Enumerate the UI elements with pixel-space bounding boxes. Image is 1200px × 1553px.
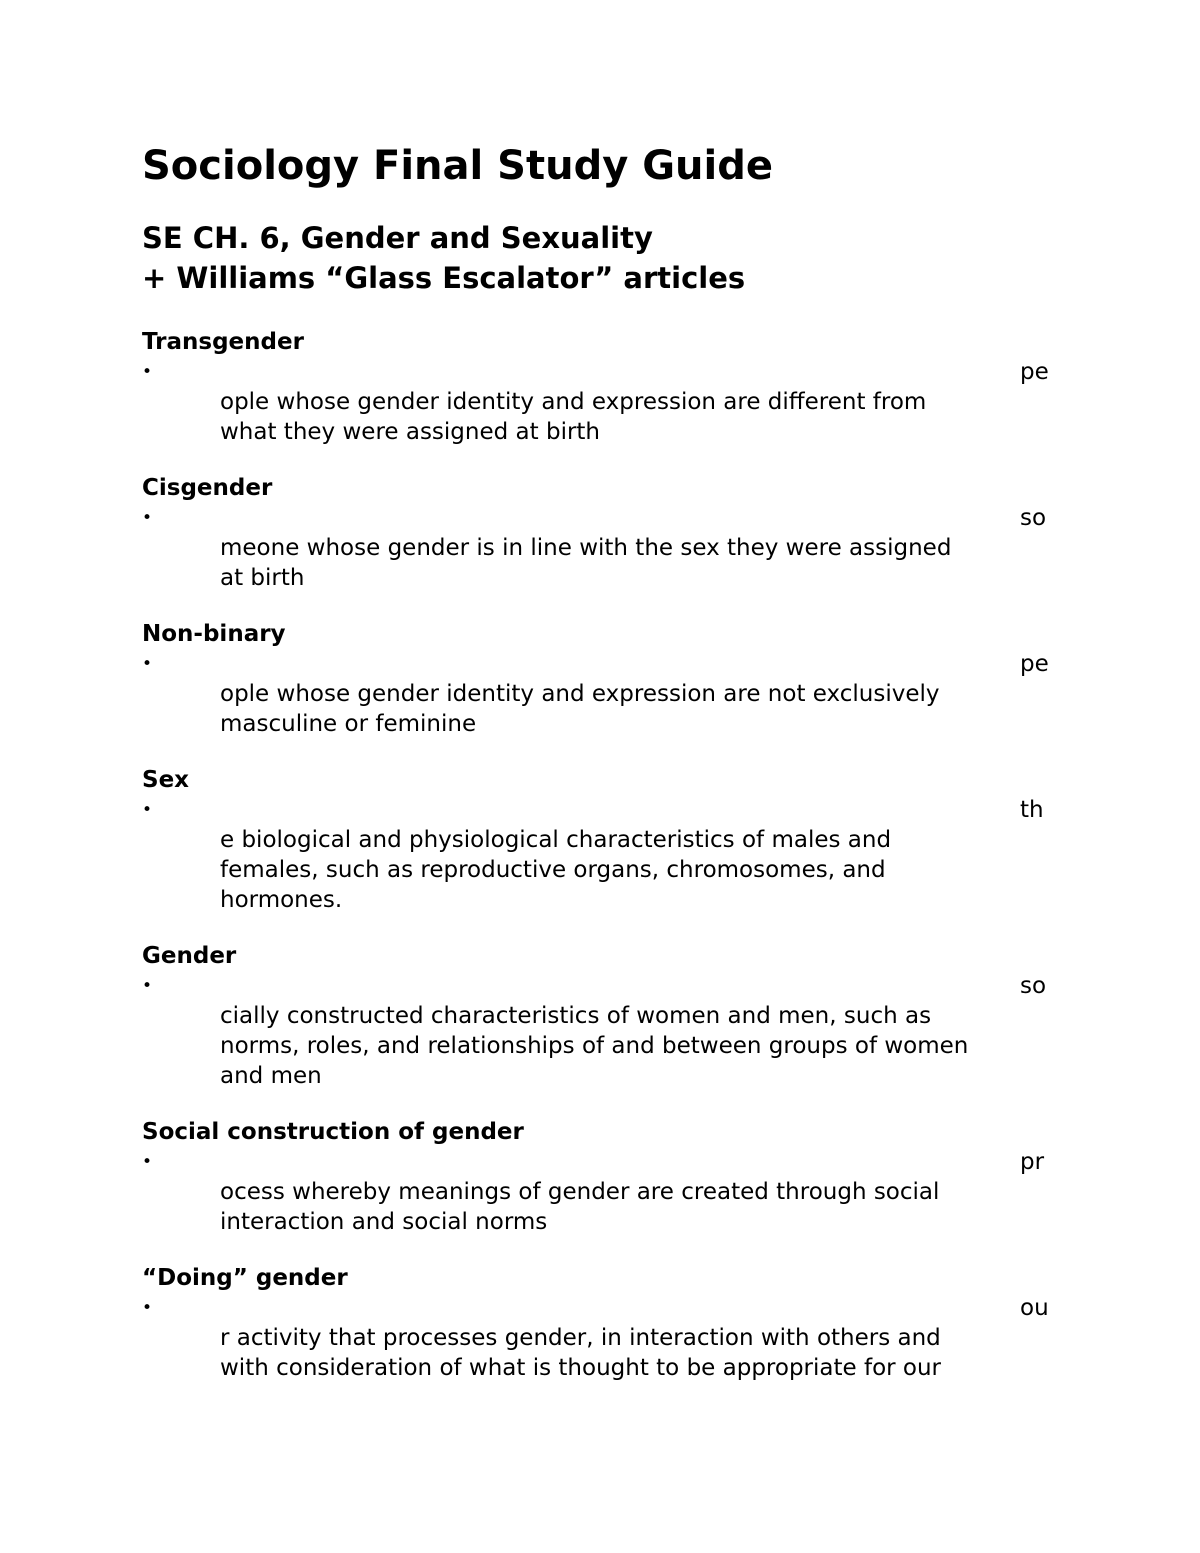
definition-line: at birth: [220, 565, 305, 591]
subtitle-line: + Williams “Glass Escalator” articles: [142, 261, 746, 295]
definition-text: [220, 1001, 1060, 1091]
term-entry: [142, 1263, 1062, 1383]
bullet-line: [142, 971, 1062, 1001]
definition-text: [220, 679, 1060, 739]
term-list: [142, 327, 1062, 1383]
term-name: Transgender: [142, 329, 304, 355]
definition-line: meone whose gender is in line with the sex they were assigned: [220, 535, 952, 561]
definition-fragment: so: [1020, 973, 1047, 999]
definition-line: what they were assigned at birth: [220, 419, 601, 445]
definition-line: ople whose gender identity and expression are different from: [220, 389, 927, 415]
term-name: Cisgender: [142, 475, 273, 501]
definition-line: cially constructed characteristics of women and men, such as: [220, 1003, 932, 1029]
bullet-icon: •: [142, 1152, 153, 1172]
bullet-icon: •: [142, 362, 153, 382]
term-entry: [142, 473, 1062, 593]
definition-fragment: ou: [1020, 1295, 1049, 1321]
term-definition: [142, 357, 1062, 447]
definition-fragment: th: [1020, 797, 1044, 823]
term-name: Sex: [142, 767, 189, 793]
definition-fragment: pe: [1020, 359, 1049, 385]
term-entry: [142, 619, 1062, 739]
definition-line: ocess whereby meanings of gender are created through social: [220, 1179, 940, 1205]
bullet-line: [142, 649, 1062, 679]
term-name: Gender: [142, 943, 237, 969]
term-definition: [142, 971, 1062, 1091]
definition-line: hormones.: [220, 887, 343, 913]
definition-fragment: pe: [1020, 651, 1049, 677]
definition-fragment: pr: [1020, 1149, 1045, 1175]
definition-fragment: so: [1020, 505, 1047, 531]
definition-text: [220, 825, 1060, 915]
bullet-icon: •: [142, 976, 153, 996]
definition-line: females, such as reproductive organs, chromosomes, and: [220, 857, 886, 883]
term-name: Social construction of gender: [142, 1119, 524, 1145]
term-definition: [142, 1293, 1062, 1383]
bullet-line: [142, 503, 1062, 533]
term-definition: [142, 503, 1062, 593]
term-definition: [142, 795, 1062, 915]
page-subtitle: [142, 218, 745, 298]
term-entry: [142, 941, 1062, 1091]
subtitle-line: SE CH. 6, Gender and Sexuality: [142, 221, 653, 255]
definition-line: and men: [220, 1063, 322, 1089]
bullet-line: [142, 357, 1062, 387]
term-name: “Doing” gender: [142, 1265, 348, 1291]
definition-line: masculine or feminine: [220, 711, 477, 737]
definition-line: norms, roles, and relationships of and between groups of women: [220, 1033, 969, 1059]
definition-line: with consideration of what is thought to be appropriate for our: [220, 1355, 942, 1381]
bullet-icon: •: [142, 508, 153, 528]
term-entry: [142, 1117, 1062, 1237]
bullet-icon: •: [142, 800, 153, 820]
definition-text: [220, 1177, 1060, 1237]
term-name: Non-binary: [142, 621, 286, 647]
definition-text: [220, 387, 1060, 447]
definition-text: [220, 1323, 1060, 1383]
term-definition: [142, 1147, 1062, 1237]
definition-text: [220, 533, 1060, 593]
bullet-line: [142, 1293, 1062, 1323]
bullet-icon: •: [142, 1298, 153, 1318]
definition-line: interaction and social norms: [220, 1209, 548, 1235]
bullet-icon: •: [142, 654, 153, 674]
bullet-line: [142, 795, 1062, 825]
bullet-line: [142, 1147, 1062, 1177]
definition-line: e biological and physiological characteristics of males and: [220, 827, 892, 853]
page-title: Sociology Final Study Guide: [142, 143, 773, 189]
definition-line: r activity that processes gender, in interaction with others and: [220, 1325, 941, 1351]
definition-line: ople whose gender identity and expression are not exclusively: [220, 681, 940, 707]
term-definition: [142, 649, 1062, 739]
term-entry: [142, 327, 1062, 447]
term-entry: [142, 765, 1062, 915]
